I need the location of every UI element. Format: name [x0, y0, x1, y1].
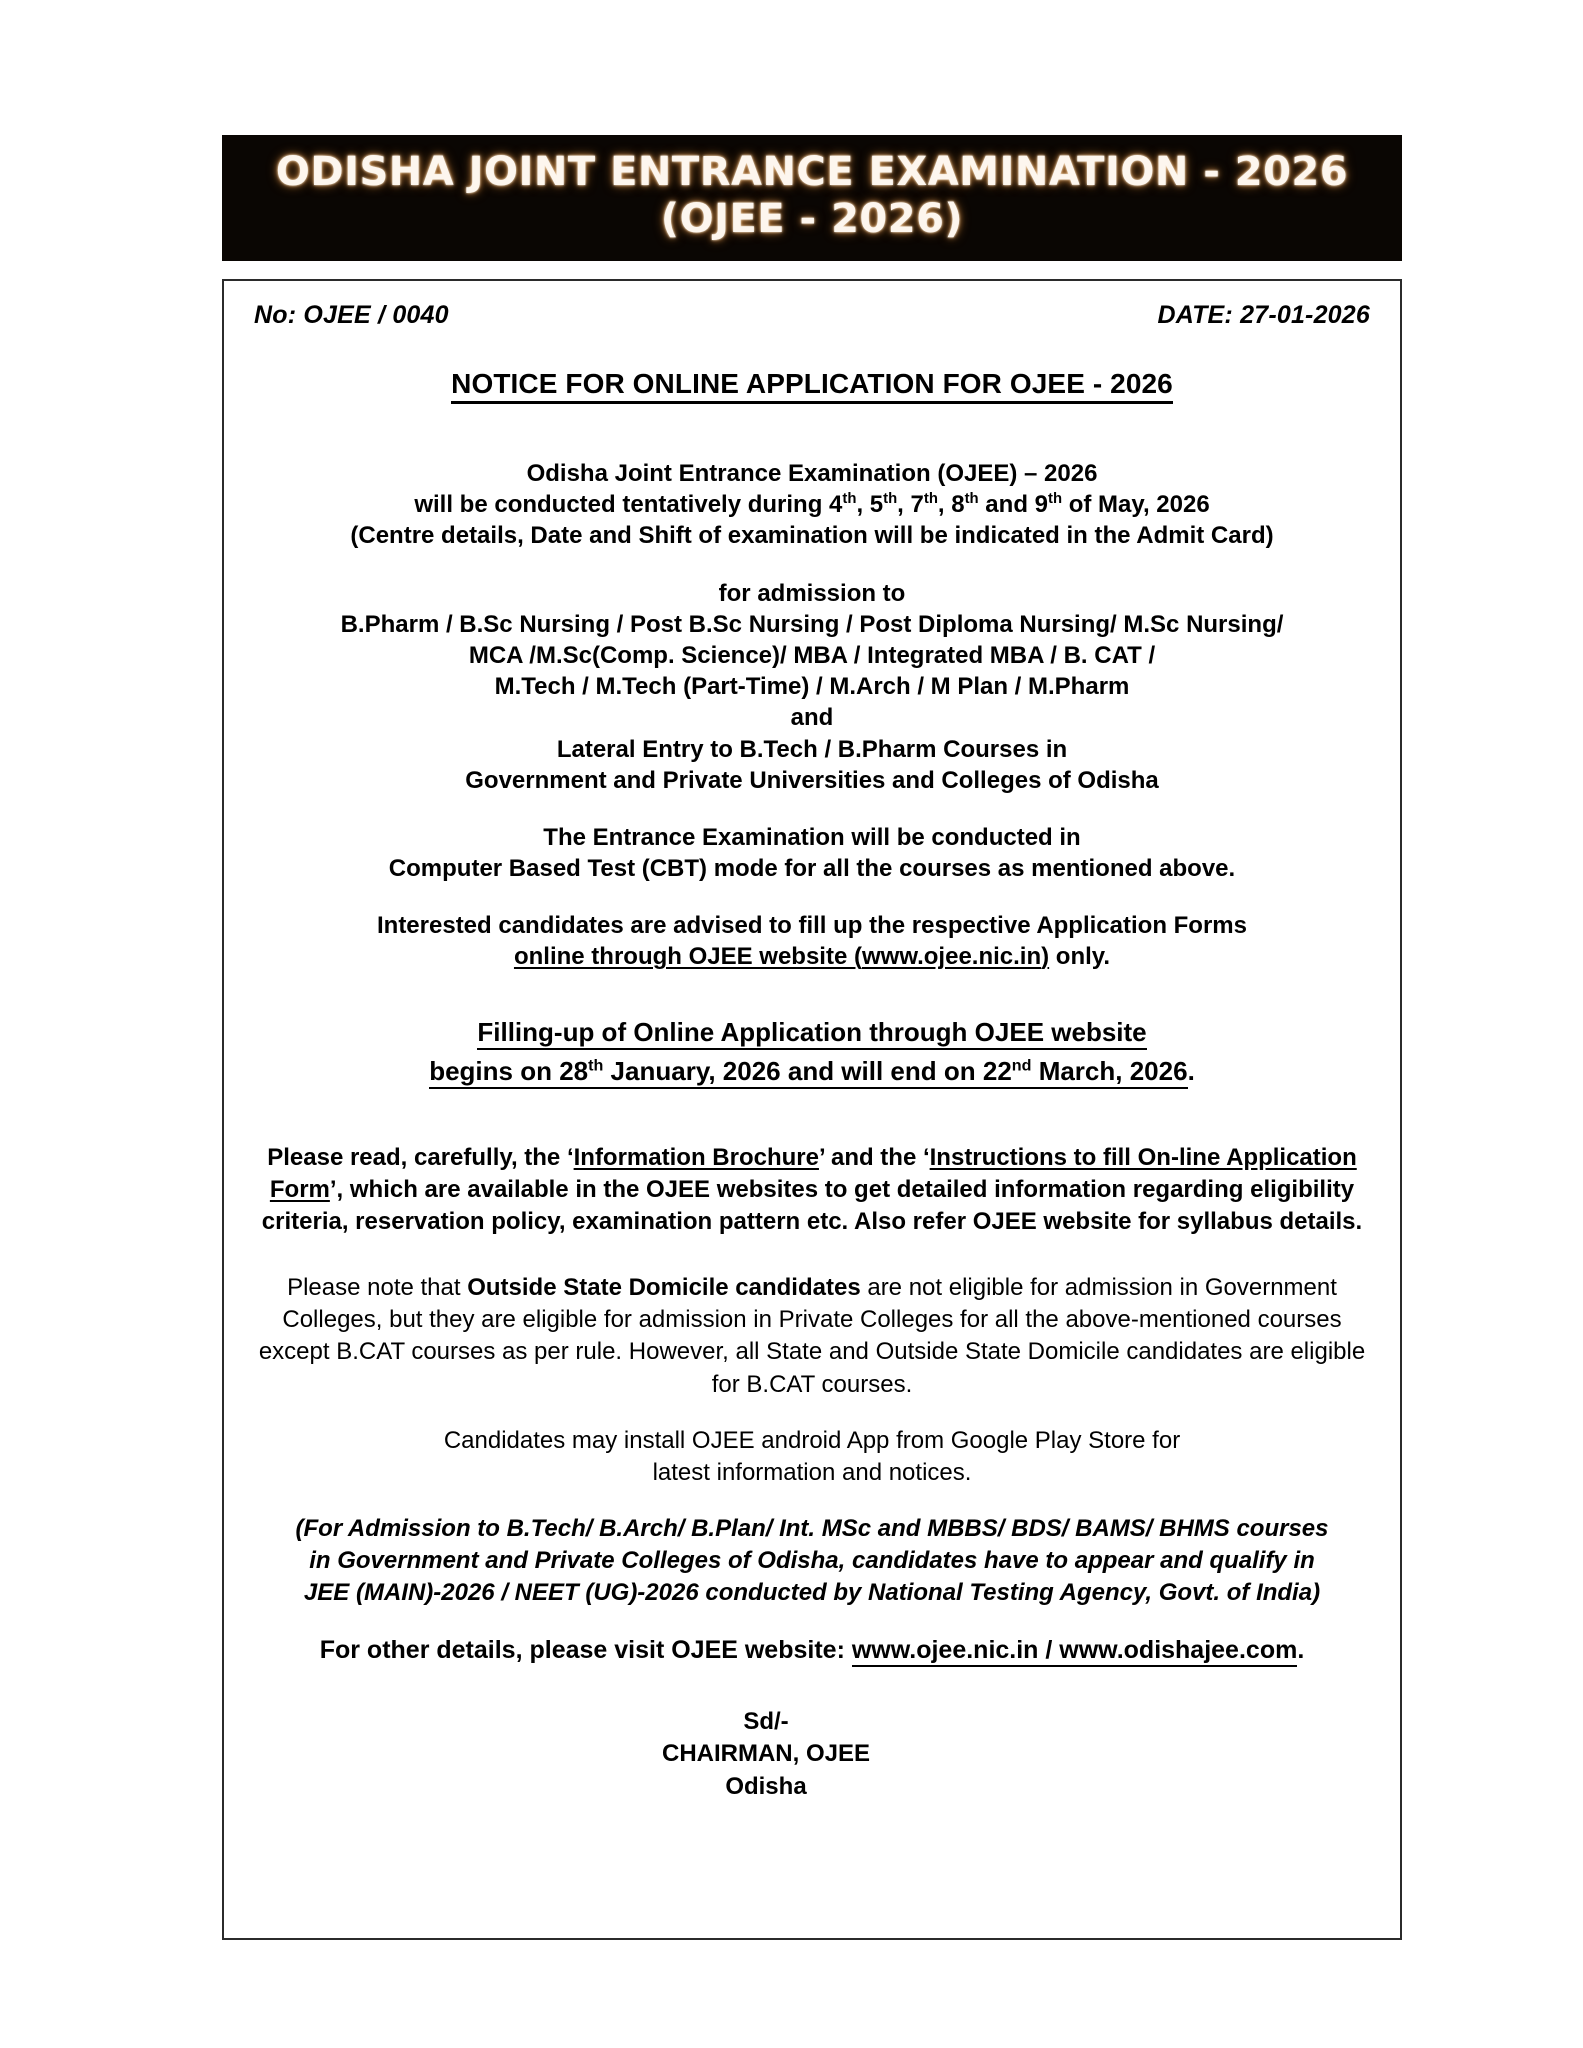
- banner-title-line2: (OJEE - 2026): [660, 196, 964, 243]
- exam-dates-mid4: and 9: [978, 491, 1048, 519]
- admission-heading: for admission to: [718, 579, 906, 607]
- spacer-before-jee-note: [250, 1489, 1374, 1513]
- domicile-note-suffix: are not eligible for admission in Government Colleges, but they are eligible for admission in Private Colleges for all the above-mentioned courses except B.CAT courses as per rule. However, all State and Outside State Domicile candidates are eligible for B.CAT courses.: [258, 1274, 1366, 1398]
- jee-neet-note-paragraph: [250, 1513, 1374, 1609]
- banner-title-line1: ODISHA JOINT ENTRANCE EXAMINATION - 2026: [275, 149, 1349, 195]
- exam-dates-mid3: , 8: [937, 491, 965, 519]
- read-carefully-mid: ’ and the ‘: [818, 1143, 930, 1171]
- filling-window-block: [250, 1013, 1374, 1092]
- signature-designation: CHAIRMAN, OJEE: [661, 1740, 871, 1768]
- ojee-websites-link[interactable]: www.ojee.nic.in / www.odishajee.com: [852, 1636, 1297, 1667]
- apply-online-prefix: online through OJEE website (: [513, 943, 862, 971]
- signature-sd: Sd/-: [743, 1708, 789, 1736]
- domicile-note-paragraph: [250, 1272, 1374, 1401]
- exam-dates-mid1: , 5: [856, 491, 884, 519]
- reference-number: No: OJEE / 0040: [254, 301, 449, 329]
- exam-name: Odisha Joint Entrance Examination (OJEE) – 2026: [526, 460, 1098, 487]
- jee-neet-line-1: (For Admission to B.Tech/ B.Arch/ B.Plan/ Int. MSc and MBBS/ BDS/ BAMS/ BHMS courses: [295, 1515, 1329, 1543]
- domicile-note-emphasis: Outside State Domicile candidates: [467, 1274, 861, 1302]
- filling-window-dates-line: [250, 1052, 1374, 1092]
- apply-online-line-2: [250, 941, 1374, 972]
- read-carefully-paragraph: [250, 1142, 1374, 1238]
- android-app-line-1: Candidates may install OJEE android App from Google Play Store for: [443, 1426, 1181, 1454]
- other-details-suffix: .: [1297, 1635, 1305, 1664]
- other-details-prefix: For other details, please visit OJEE website:: [319, 1635, 852, 1664]
- signature-state: Odisha: [725, 1772, 807, 1800]
- information-brochure-link[interactable]: Information Brochure: [573, 1143, 819, 1171]
- filling-window-dates: [429, 1056, 1187, 1089]
- conjunction-and: and: [790, 704, 834, 732]
- ordinal-suffix-5: th: [883, 491, 898, 508]
- read-carefully-suffix: ’, which are available in the OJEE websites to get detailed information regarding eligibility criteria, reservation policy, examination pattern etc. Also refer OJEE website for syllabus details.: [261, 1175, 1363, 1235]
- exam-dates-mid2: , 7: [897, 491, 924, 519]
- exam-dates: [250, 489, 1374, 520]
- apply-online-block: [250, 910, 1374, 972]
- filling-window-heading-line: [250, 1013, 1374, 1053]
- admit-card-note: (Centre details, Date and Shift of examination will be indicated in the Admit Card): [350, 522, 1274, 550]
- exam-dates-suffix: of May, 2026: [1062, 491, 1210, 519]
- course-line-1: B.Pharm / B.Sc Nursing / Post B.Sc Nursing / Post Diploma Nursing/ M.Sc Nursing/: [340, 610, 1284, 638]
- page-title: [250, 368, 1374, 400]
- ordinal-suffix-22: nd: [1011, 1056, 1032, 1075]
- ojee-website-wrapper: [514, 943, 1049, 970]
- spacer-before-android-app: [250, 1401, 1374, 1425]
- ordinal-suffix-9: th: [1048, 491, 1063, 508]
- exam-dates-prefix: will be conducted tentatively during 4: [414, 491, 843, 519]
- end-suffix: March, 2026: [1031, 1056, 1188, 1087]
- spacer-before-domicile-note: [250, 1238, 1374, 1272]
- reference-line: [254, 301, 1370, 330]
- cbt-mode-block: [250, 822, 1374, 884]
- filling-window-heading: Filling-up of Online Application through OJEE website: [477, 1017, 1146, 1050]
- course-line-3: M.Tech / M.Tech (Part-Time) / M.Arch / M Plan / M.Pharm: [494, 673, 1130, 701]
- read-carefully-prefix: Please read, carefully, the ‘: [267, 1143, 574, 1171]
- notice-frame: [222, 279, 1402, 1940]
- ordinal-suffix-28: th: [588, 1056, 604, 1075]
- ojee-website-link[interactable]: www.ojee.nic.in: [861, 943, 1042, 971]
- course-line-2: MCA /M.Sc(Comp. Science)/ MBA / Integrated MBA / B. CAT /: [468, 641, 1156, 669]
- notice-body: [250, 458, 1374, 1803]
- begins-prefix: begins on 28: [429, 1056, 589, 1087]
- begins-mid: January, 2026 and will end on 22: [603, 1056, 1012, 1087]
- spacer-before-read-carefully: [250, 1118, 1374, 1142]
- android-app-paragraph: [250, 1425, 1374, 1489]
- apply-online-suffix: only.: [1049, 943, 1111, 971]
- instructions-form-link[interactable]: Instructions to fill On-line Application Form: [269, 1143, 1357, 1203]
- domicile-note-prefix: Please note that: [287, 1274, 468, 1302]
- admission-courses-block: [250, 578, 1374, 796]
- ordinal-suffix-4: th: [842, 491, 857, 508]
- ordinal-suffix-8: th: [964, 491, 979, 508]
- filling-window-period: .: [1187, 1056, 1195, 1087]
- jee-neet-line-3: JEE (MAIN)-2026 / NEET (UG)-2026 conducted by National Testing Agency, Govt. of India): [303, 1579, 1321, 1607]
- android-app-line-2: latest information and notices.: [652, 1458, 972, 1486]
- notice-date: DATE: 27-01-2026: [1157, 301, 1370, 329]
- cbt-line-1: The Entrance Examination will be conducted in: [543, 823, 1081, 851]
- signature-block: [250, 1706, 1374, 1803]
- lateral-entry-line-2: Government and Private Universities and Colleges of Odisha: [465, 766, 1159, 794]
- lateral-entry-line-1: Lateral Entry to B.Tech / B.Pharm Courses in: [556, 735, 1068, 763]
- page-title-text: NOTICE FOR ONLINE APPLICATION FOR OJEE - 2026: [451, 368, 1173, 404]
- apply-online-paren-close: ): [1041, 943, 1050, 971]
- spacer-before-filling-window: [250, 999, 1374, 1013]
- spacer-before-other-details: [250, 1610, 1374, 1634]
- ordinal-suffix-7: th: [923, 491, 938, 508]
- header-banner: [222, 135, 1402, 261]
- jee-neet-line-2: in Government and Private Colleges of Odisha, candidates have to appear and qualify in: [309, 1547, 1315, 1575]
- apply-online-line-1: Interested candidates are advised to fill up the respective Application Forms: [376, 912, 1247, 940]
- cbt-line-2: Computer Based Test (CBT) mode for all the courses as mentioned above.: [388, 855, 1236, 883]
- exam-schedule-block: [250, 458, 1374, 552]
- other-details-paragraph: [250, 1634, 1374, 1667]
